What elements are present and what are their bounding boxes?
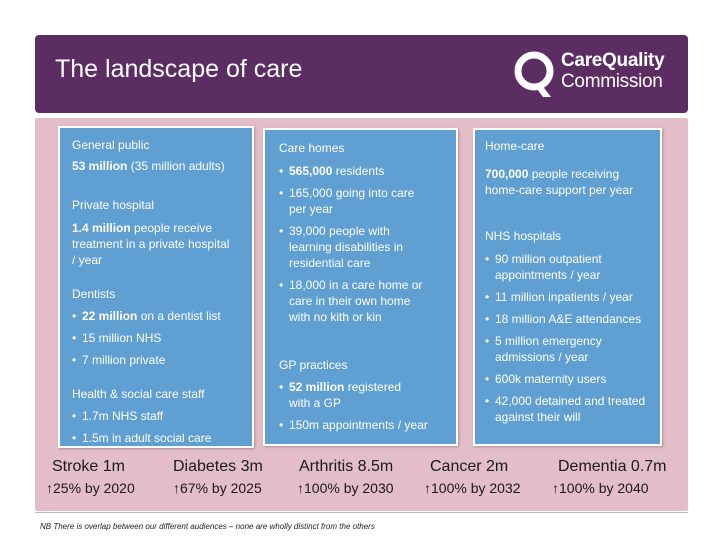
private-hospital-line3: / year [72,253,103,267]
bullet-icon: • [279,380,284,394]
home-care-line2: home-care support per year [485,183,634,197]
private-hospital-line2: treatment in a private hospital [72,237,230,251]
panel-care-homes-and-gp: Care homes • 565,000 residents • 165,000 going into care per year • 39,000 people with learning disabilities in residential care • 18,000 in a care home or care in their own home with no kith or kin GP practices • 52 million registered with a GP • 150m appointments / year [263,128,458,446]
home-care-value: 700,000 people receiving [485,167,620,181]
stat-dementia-name: Dementia 0.7m [558,458,667,475]
stat-stroke-name: Stroke 1m [52,458,125,475]
nhs-heading: NHS hospitals [485,229,562,243]
logo-text-line2: Commission [561,71,663,92]
bullet-icon: • [279,224,284,238]
dentists-heading: Dentists [72,287,116,301]
up-arrow-icon: ↑ [424,480,431,496]
bullet-icon: • [72,409,77,423]
general-public-value: 53 million (35 million adults) [72,159,225,173]
care-homes-heading: Care homes [279,141,345,155]
divider [35,512,688,513]
cqc-logo-icon [513,49,559,99]
bullet-icon: • [72,353,77,367]
bullet-icon: • [72,309,77,323]
bullet-icon: • [485,312,490,326]
gp-heading: GP practices [279,358,348,372]
footnote: NB There is overlap between our different audiences – none are wholly distinct from the others [40,522,375,531]
stat-cancer-name: Cancer 2m [430,458,509,475]
stat-stroke-growth: ↑25% by 2020 [46,480,135,496]
private-hospital-value: 1.4 million people receive [72,221,213,235]
bullet-icon: • [485,372,490,386]
bullet-icon: • [279,278,284,292]
staff-heading: Health & social care staff [72,387,205,401]
bullet-icon: • [72,431,77,445]
logo-text-line1: CareQuality [561,50,665,71]
up-arrow-icon: ↑ [297,480,304,496]
up-arrow-icon: ↑ [46,480,53,496]
stat-cancer-growth: ↑100% by 2032 [424,480,521,496]
panel-home-care-and-nhs: Home-care 700,000 people receiving home-care support per year NHS hospitals • 90 million outpatient appointments / year • 11 million inpatients / year • 18 million A&E attendances • 5 million emergency admissions / year • 600k maternity users • 42,000 detained and treated against their will [473,128,662,446]
bullet-icon: • [279,164,284,178]
page-title: The landscape of care [55,55,303,83]
bullet-icon: • [485,252,490,266]
stat-arthritis-name: Arthritis 8.5m [299,458,394,475]
stat-diabetes-growth: ↑67% by 2025 [173,480,262,496]
condition-stats [46,458,682,502]
private-hospital-heading: Private hospital [72,198,155,212]
header-banner [35,35,688,113]
panel-public-and-private: General public 53 million (35 million adults) Private hospital 1.4 million people receive treatment in a private hospital / year Dentists • 22 million on a dentist list • 15 million NHS • 7 million private Health & social care staff • 1.7m NHS staff • 1.5m in adult social care [58,126,254,448]
general-public-heading: General public [72,138,150,152]
bullet-icon: • [279,418,284,432]
up-arrow-icon: ↑ [552,480,559,496]
up-arrow-icon: ↑ [173,480,180,496]
stat-dementia-growth: ↑100% by 2040 [552,480,649,496]
bullet-icon: • [72,331,77,345]
bullet-icon: • [485,290,490,304]
bullet-icon: • [279,186,284,200]
stat-diabetes-name: Diabetes 3m [173,458,263,475]
bullet-icon: • [485,394,490,408]
cqc-logo [513,47,683,103]
home-care-heading: Home-care [485,139,545,153]
bullet-icon: • [485,334,490,348]
stat-arthritis-growth: ↑100% by 2030 [297,480,394,496]
